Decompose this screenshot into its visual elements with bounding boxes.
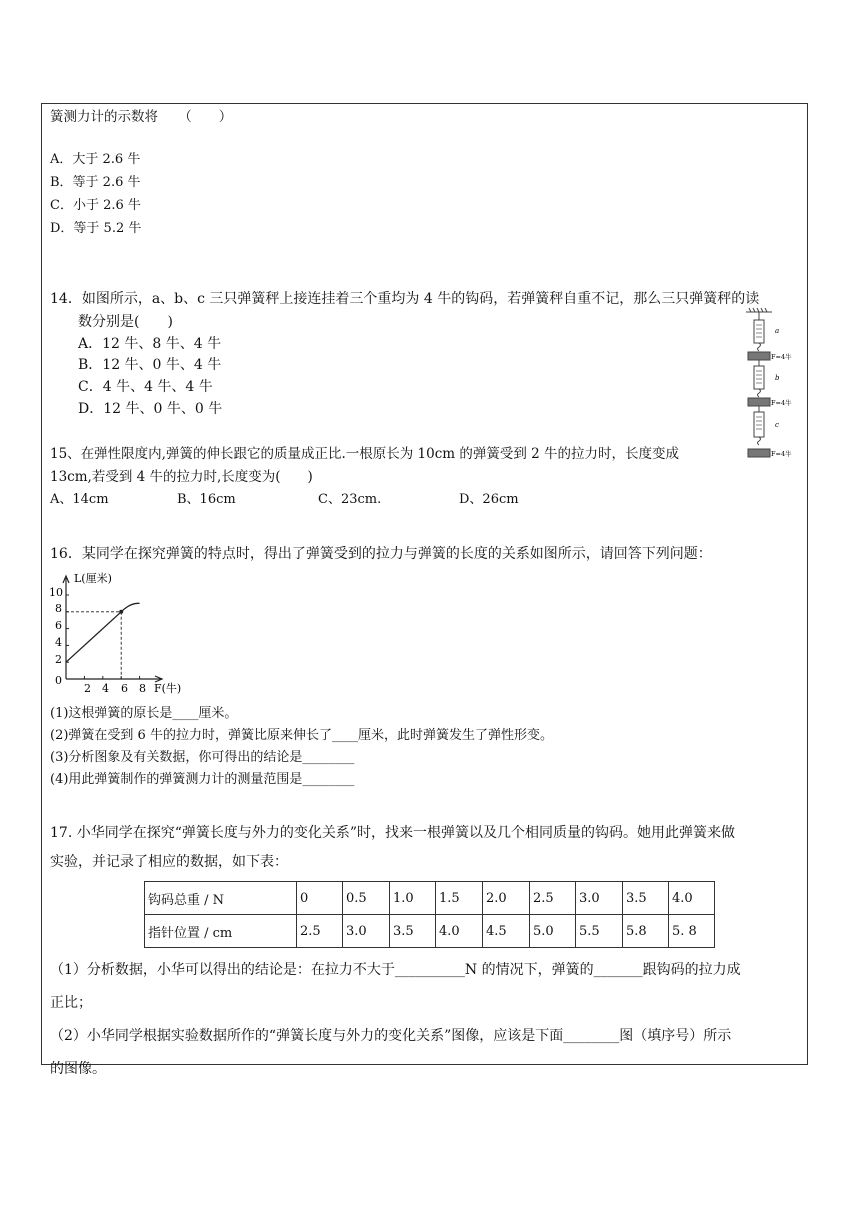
q17-sub2-line2: 的图像。 xyxy=(50,1061,106,1077)
table-cell: 4.0 xyxy=(436,915,483,948)
spring-scale-b xyxy=(748,360,770,406)
spring-scales-figure xyxy=(742,307,804,463)
graph-xtick-4: 4 xyxy=(102,682,109,695)
table-cell: 1.5 xyxy=(436,882,483,915)
table-cell: 1.0 xyxy=(390,882,436,915)
graph-x-label: F(牛) xyxy=(154,682,182,695)
graph-xtick-2: 2 xyxy=(84,682,91,695)
graph-ytick-6: 6 xyxy=(55,619,62,632)
table-cell: 0.5 xyxy=(343,882,390,915)
table-cell: 4.5 xyxy=(483,915,530,948)
q14-stem-line1: 14．如图所示，a、b、c 三只弹簧秤上接连挂着三个重均为 4 牛的钩码，若弹簧秤自重不记，那么三只弹簧秤的读 xyxy=(50,291,760,307)
q16-stem: 16．某同学在探究弹簧的特点时，得出了弹簧受到的拉力与弹簧的长度的关系如图所示，请回答下列问题： xyxy=(50,546,712,562)
q14-stem-line2: 数分别是( ) xyxy=(78,314,173,330)
graph-ytick-4: 4 xyxy=(55,636,62,649)
q13-option-d: D．等于 5.2 牛 xyxy=(50,221,142,236)
force-label-3: F=4牛 xyxy=(771,450,792,458)
graph-point-6-8 xyxy=(119,610,123,614)
table-cell: 4.0 xyxy=(669,882,715,915)
q17-stem-line2: 实验，并记录了相应的数据，如下表： xyxy=(50,854,288,870)
table-cell: 3.0 xyxy=(343,915,390,948)
table-cell: 0 xyxy=(297,882,343,915)
q14-option-d: D．12 牛、0 牛、0 牛 xyxy=(78,401,223,417)
q15-option-b: B、16cm xyxy=(177,492,236,507)
q17-sub2-line1: （2）小华同学根据实验数据所作的“弹簧长度与外力的变化关系”图像，应该是下面________图（填序号）所示 xyxy=(50,1028,732,1044)
graph-ytick-10: 10 xyxy=(49,586,63,599)
table-cell: 5.8 xyxy=(623,915,669,948)
table-cell: 3.0 xyxy=(576,882,623,915)
q17-data-table xyxy=(144,881,715,948)
q13-option-a: A．大于 2.6 牛 xyxy=(50,152,141,167)
q15-option-a: A、14cm xyxy=(50,492,109,507)
spring-length-graph xyxy=(44,568,194,698)
table-cell: 指针位置 / cm xyxy=(145,915,297,948)
graph-xtick-8: 8 xyxy=(139,682,146,695)
graph-xtick-6: 6 xyxy=(121,682,128,695)
q14-option-a: A．12 牛、8 牛、4 牛 xyxy=(78,336,222,352)
q16-sub3: (3)分析图象及有关数据，你可得出的结论是________ xyxy=(50,750,355,765)
table-cell: 3.5 xyxy=(390,915,436,948)
force-label-1: F=4牛 xyxy=(771,353,792,361)
q15-option-c: C、23cm. xyxy=(318,492,382,507)
q15-option-d: D、26cm xyxy=(459,492,519,507)
spring-label-b: b xyxy=(775,374,780,382)
spring-scale-a xyxy=(748,320,770,360)
q14-option-b: B．12 牛、0 牛、4 牛 xyxy=(78,357,222,373)
q16-sub2: (2)弹簧在受到 6 牛的拉力时，弹簧比原来伸长了____厘米，此时弹簧发生了弹性形变。 xyxy=(50,728,553,743)
graph-ytick-2: 2 xyxy=(55,653,62,666)
table-cell: 2.5 xyxy=(530,882,576,915)
table-cell: 5.0 xyxy=(530,915,576,948)
force-label-2: F=4牛 xyxy=(771,399,792,407)
graph-ytick-0: 0 xyxy=(55,674,62,687)
q16-sub1: (1)这根弹簧的原长是____厘米。 xyxy=(50,706,238,721)
q17-stem-line1: 17. 小华同学在探究“弹簧长度与外力的变化关系”时，找来一根弹簧以及几个相同质量的钩码。她用此弹簧来做 xyxy=(50,825,736,841)
q17-sub1-line2: 正比； xyxy=(50,995,92,1011)
graph-ytick-8: 8 xyxy=(55,602,62,615)
graph-y-label: L(厘米) xyxy=(74,572,112,585)
q15-stem-line2: 13cm,若受到 4 牛的拉力时,长度变为( ) xyxy=(50,469,313,485)
q17-sub1-line1: （1）分析数据，小华可以得出的结论是：在拉力不大于__________N 的情况下，弹簧的_______跟钩码的拉力成 xyxy=(50,962,741,978)
q15-stem-line1: 15、在弹性限度内,弹簧的伸长跟它的质量成正比.一根原长为 10cm 的弹簧受到 2 牛的拉力时，长度变成 xyxy=(50,446,680,462)
table-cell: 2.0 xyxy=(483,882,530,915)
table-cell: 钩码总重 / N xyxy=(145,882,297,915)
spring-scale-c xyxy=(748,406,770,457)
table-row xyxy=(145,915,715,948)
table-row xyxy=(145,882,715,915)
spring-label-c: c xyxy=(775,421,779,429)
q13-option-c: C．小于 2.6 牛 xyxy=(50,198,141,213)
table-cell: 5. 8 xyxy=(669,915,715,948)
q13-option-b: B．等于 2.6 牛 xyxy=(50,175,141,190)
table-cell: 2.5 xyxy=(297,915,343,948)
spring-label-a: a xyxy=(775,327,780,335)
q14-option-c: C．4 牛、4 牛、4 牛 xyxy=(78,379,213,395)
table-cell: 5.5 xyxy=(576,915,623,948)
q16-sub4: (4)用此弹簧制作的弹簧测力计的测量范围是________ xyxy=(50,772,355,787)
q13-stem-tail: 簧测力计的示数将 （ ） xyxy=(50,109,233,125)
table-cell: 3.5 xyxy=(623,882,669,915)
